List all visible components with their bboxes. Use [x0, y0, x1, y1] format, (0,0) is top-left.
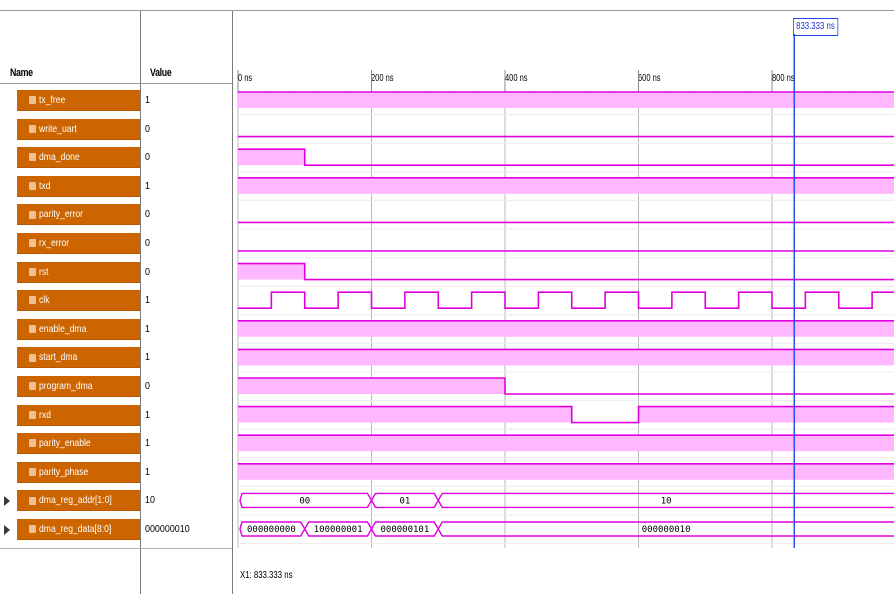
- bus-value-label: 100000001: [313, 525, 363, 535]
- bus-value-label: 10: [660, 496, 672, 507]
- signal-name-label: parity_phase: [39, 465, 89, 478]
- bus-icon: [29, 525, 36, 533]
- tick-label: 800 ns: [772, 73, 795, 84]
- high-level-fill: [238, 349, 894, 365]
- signal-name-label: rx_error: [39, 237, 70, 249]
- high-level-fill: [238, 321, 894, 337]
- signal-icon: [29, 125, 36, 133]
- signal-icon: [29, 296, 36, 304]
- signal-value: 1: [145, 437, 150, 450]
- signal-icon: [29, 439, 36, 447]
- bus-value-label: 01: [399, 496, 411, 507]
- signal-icon: [29, 239, 36, 247]
- signal-name-label: write_uart: [39, 122, 77, 135]
- signal-name-label: tx_free: [39, 94, 66, 106]
- high-level-fill: [238, 435, 894, 451]
- signal-name-label: dma_reg_data[8:0]: [39, 523, 112, 535]
- signal-icon: [29, 211, 36, 219]
- signal-value: 0: [145, 151, 150, 164]
- signal-value: 0: [145, 380, 150, 392]
- signal-name-label: program_dma: [39, 380, 93, 392]
- signal-trace: [238, 264, 894, 280]
- signal-name-label: enable_dma: [39, 322, 87, 335]
- signal-row-name[interactable]: [17, 262, 140, 283]
- high-level-fill: [238, 92, 894, 108]
- signal-row-name[interactable]: [17, 490, 140, 511]
- bus-value-label: 000000000: [246, 525, 296, 535]
- signal-icon: [29, 182, 36, 190]
- signal-icon: [29, 382, 36, 390]
- signal-row-name[interactable]: [17, 376, 140, 397]
- cursor-time-label[interactable]: 833.333 ns: [793, 18, 838, 36]
- signal-icon: [29, 354, 36, 362]
- signal-name-label: rxd: [39, 408, 51, 421]
- name-column-header[interactable]: Name: [10, 67, 33, 79]
- signal-row-name[interactable]: [17, 405, 140, 426]
- bus-icon: [29, 497, 36, 505]
- signal-row-name[interactable]: [17, 90, 140, 111]
- signal-row-name[interactable]: [17, 176, 140, 197]
- high-level-fill: [238, 149, 305, 165]
- signal-row-name[interactable]: [17, 147, 140, 168]
- signal-value: 10: [145, 494, 155, 507]
- signal-name-label: clk: [39, 294, 50, 307]
- signal-name-label: parity_enable: [39, 437, 91, 450]
- high-level-fill: [238, 264, 305, 280]
- clock-trace: [238, 292, 894, 308]
- signal-value: 0: [145, 237, 150, 249]
- signal-row-name[interactable]: [17, 233, 140, 254]
- signal-value: 1: [145, 322, 150, 335]
- signal-value: 1: [145, 294, 150, 307]
- bus-value-label: 000000010: [641, 525, 691, 535]
- signal-row-name[interactable]: [17, 433, 140, 454]
- signal-name-label: txd: [39, 179, 51, 192]
- high-level-fill: [238, 378, 505, 394]
- signal-name-label: rst: [39, 265, 49, 278]
- expand-arrow-icon[interactable]: [4, 496, 10, 506]
- signal-row-name[interactable]: [17, 119, 140, 140]
- signal-value: 0: [145, 122, 150, 135]
- value-column-header[interactable]: Value: [150, 67, 172, 79]
- signal-name-label: dma_reg_addr[1:0]: [39, 494, 112, 507]
- cursor-readout: X1: 833.333 ns: [240, 570, 293, 581]
- signal-name-label: start_dma: [39, 351, 78, 364]
- signal-name-label: dma_done: [39, 151, 80, 164]
- expand-arrow-icon[interactable]: [4, 525, 10, 535]
- bus-value-label: 00: [299, 496, 311, 507]
- bus-value-label: 000000101: [380, 525, 430, 535]
- tick-label: 200 ns: [371, 73, 394, 84]
- signal-icon: [29, 468, 36, 476]
- signal-trace: [238, 149, 894, 165]
- signal-value: 1: [145, 94, 150, 106]
- signal-value: 0: [145, 265, 150, 278]
- tick-label: 0 ns: [238, 73, 253, 84]
- signal-icon: [29, 268, 36, 276]
- signal-value: 000000010: [145, 523, 190, 535]
- signal-icon: [29, 96, 36, 104]
- signal-icon: [29, 153, 36, 161]
- high-level-fill: [238, 464, 894, 480]
- signal-value: 1: [145, 179, 150, 192]
- signal-name-label: parity_error: [39, 208, 84, 221]
- signal-row-name[interactable]: [17, 319, 140, 340]
- signal-value: 1: [145, 351, 150, 364]
- high-level-fill: [238, 407, 572, 423]
- high-level-fill: [639, 407, 894, 423]
- signal-row-name[interactable]: [17, 519, 140, 540]
- signal-row-name[interactable]: [17, 204, 140, 225]
- signal-value: 1: [145, 465, 150, 478]
- signal-row-name[interactable]: [17, 462, 140, 483]
- signal-value: 1: [145, 408, 150, 421]
- signal-icon: [29, 411, 36, 419]
- signal-icon: [29, 325, 36, 333]
- signal-row-name[interactable]: [17, 347, 140, 368]
- high-level-fill: [238, 178, 894, 194]
- signal-value: 0: [145, 208, 150, 221]
- tick-label: 400 ns: [505, 73, 528, 84]
- tick-label: 600 ns: [638, 73, 661, 84]
- signal-row-name[interactable]: [17, 290, 140, 311]
